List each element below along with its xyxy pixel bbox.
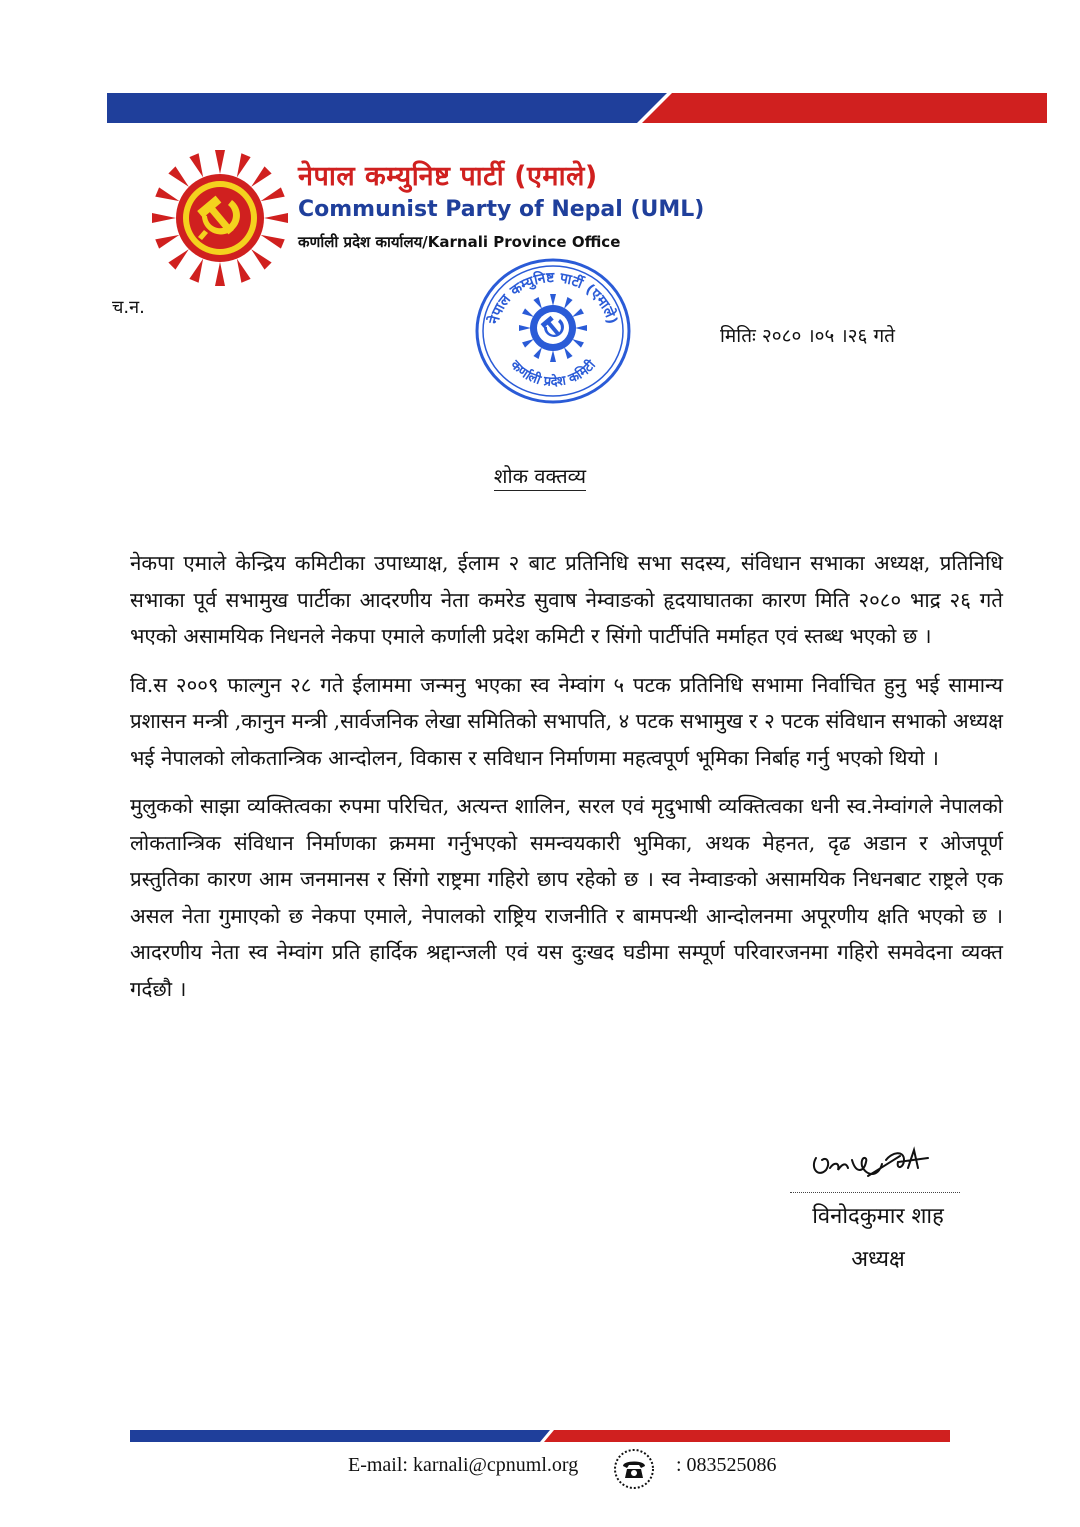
signatory-title: अध्यक्ष xyxy=(851,1247,905,1272)
header-band xyxy=(107,93,1047,123)
stamp-text-top: नेपाल कम्युनिष्ट पार्टी (एमाले) xyxy=(486,269,620,326)
paragraph: वि.स २००९ फाल्गुन २८ गते ईलाममा जन्मनु भएका स्व नेम्वांग ५ पटक प्रतिनिधि सभामा निर्वाचित हुनु भई सामान्य प्रशासन मन्त्री ,कानुन मन्त्री ,सार्वजनिक लेखा समितिको सभापति, ४ पटक सभामुख र २ पटक संविधान सभाको अध्यक्ष भई नेपालको लोकतान्त्रिक आन्दोलन, विकास र सविधान निर्माणमा महत्वपूर्ण भूमिका निर्बाह गर्नु भएको थियो । xyxy=(130,672,1003,770)
telephone-icon xyxy=(612,1447,656,1491)
statement-body xyxy=(130,545,1003,1019)
office-name: कर्णाली प्रदेश कार्यालय/Karnali Province Office xyxy=(298,233,621,251)
footer-email: E-mail: karnali@cpnuml.org xyxy=(348,1454,579,1476)
paragraph: मुलुकको साझा व्यक्तित्वका रुपमा परिचित, अत्यन्त शालिन, सरल एवं मृदुभाषी व्यक्तित्वका धनी स्व.नेम्वांगले नेपालको लोकतान्त्रिक संविधान निर्माणका क्रममा गर्नुभएको समन्वयकारी भुमिका, अथक मेहनत, दृढ अडान र ओजपूर्ण प्रस्तुतिका कारण आम जनमानस र सिंगो राष्ट्रमा गहिरो छाप रहेको छ । स्व नेम्वाङको असामयिक निधनबाट राष्ट्रले एक असल नेता गुमाएको छ नेकपा एमाले, नेपालको राष्ट्रिय राजनीति र बामपन्थी आन्दोलनमा अपूरणीय क्षति भएको छ । आदरणीय नेता स्व नेम्वांग प्रति हार्दिक श्रद्दान्जली एवं यस दुःखद घडीमा सम्पूर्ण परिवारजनमा गहिरो समवेदना व्यक्त गर्दछौ । xyxy=(130,794,1003,1001)
date: मितिः २०८० ।०५ ।२६ गते xyxy=(720,325,895,347)
party-name-nepali: नेपाल कम्युनिष्ट पार्टी (एमाले) xyxy=(298,161,598,192)
signature-line xyxy=(790,1192,960,1194)
signatory-name: विनोदकुमार शाह xyxy=(812,1204,944,1229)
handwritten-signature xyxy=(808,1138,938,1188)
paragraph: नेकपा एमाले केन्द्रिय कमिटीका उपाध्याक्ष, ईलाम २ बाट प्रतिनिधि सभा सदस्य, संविधान सभाका अध्यक्ष, प्रतिनिधि सभाका पूर्व सभामुख पार्टीका आदरणीय नेता कमरेड सुवाष नेम्वाङको हृदयाघातका कारण मिति २०८० भाद्र २६ गते भएको असामयिक निधनले नेकपा एमाले कर्णाली प्रदेश कमिटी र सिंगो पार्टीपंति मर्माहत एवं स्तब्ध भएको छ । xyxy=(130,551,1003,648)
footer-phone: : 083525086 xyxy=(676,1454,777,1476)
footer-band xyxy=(130,1430,950,1442)
stamp-text-bottom: कर्णाली प्रदेश कमिटी xyxy=(507,357,599,390)
statement-title-text: शोक वक्तव्य xyxy=(494,464,586,491)
hammer-sickle-sun-logo-icon xyxy=(150,148,290,288)
reference-number-label: च.न. xyxy=(112,297,145,318)
party-name-english: Communist Party of Nepal (UML) xyxy=(298,197,705,222)
official-stamp-icon xyxy=(473,256,633,406)
statement-title xyxy=(0,462,1080,489)
